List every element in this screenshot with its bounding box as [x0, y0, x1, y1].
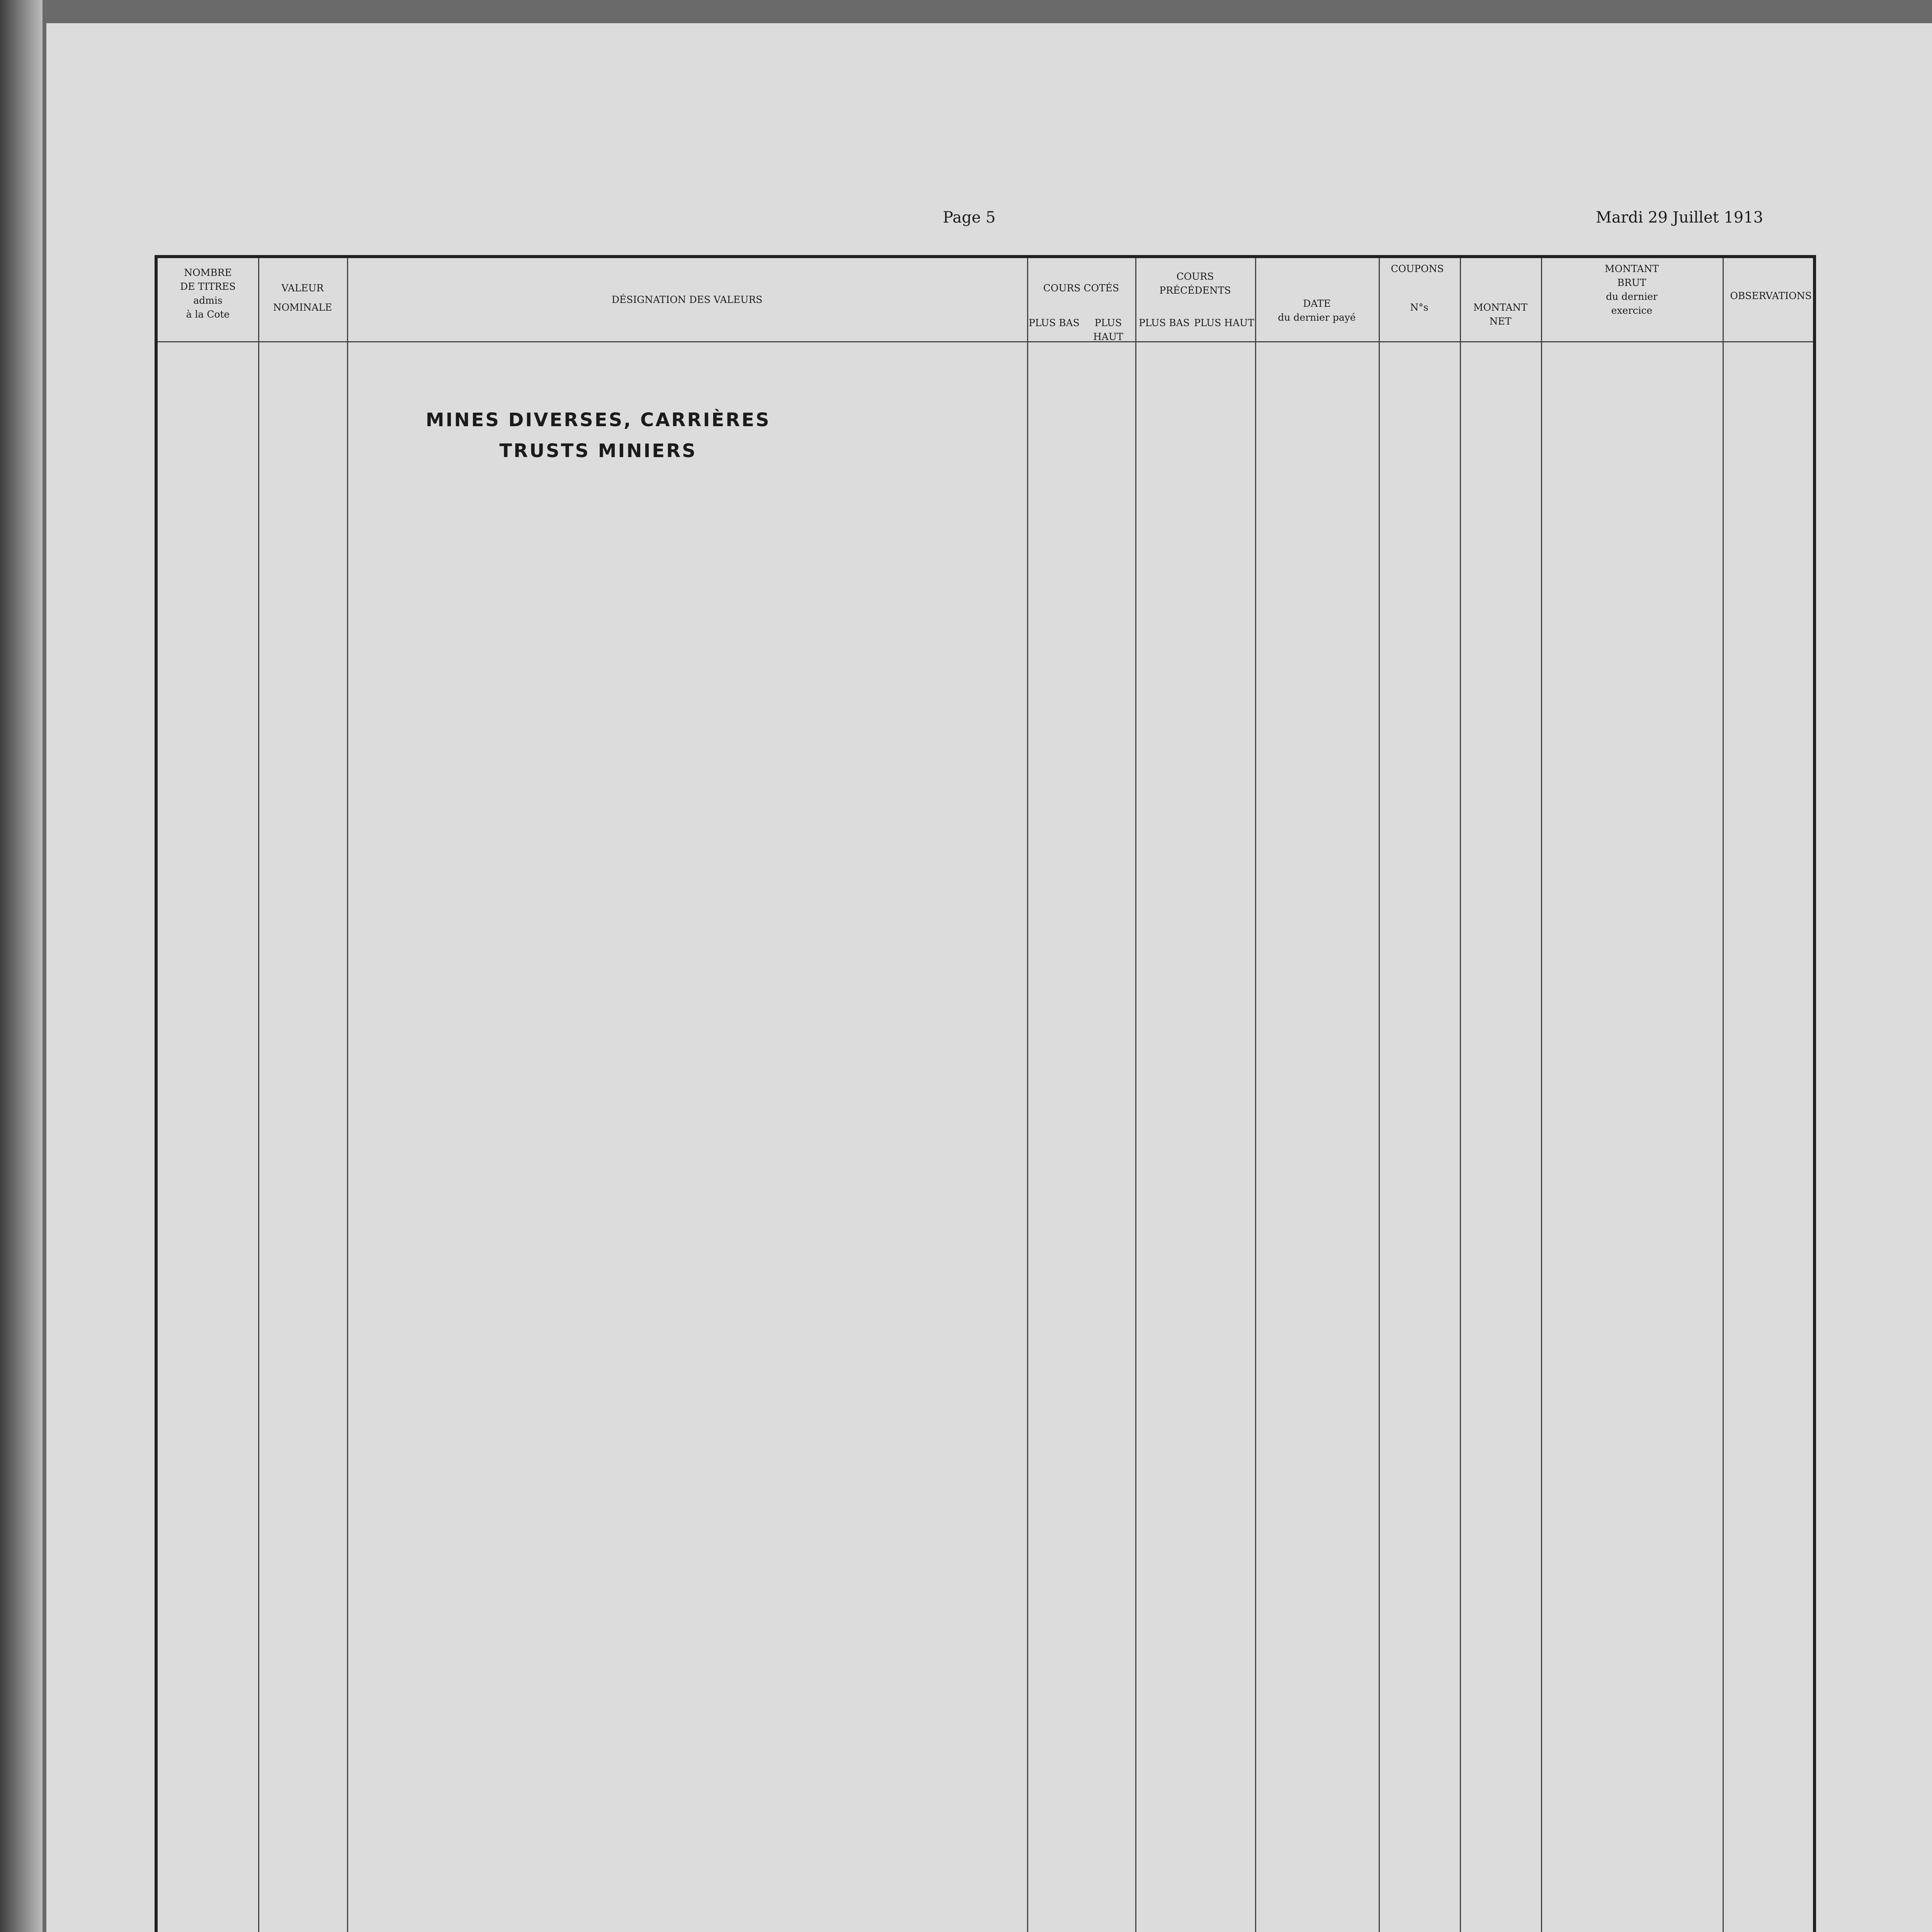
col-header-cours_cotes: COURS COTÉS — [1043, 282, 1119, 294]
col-header-cours_prec: COURS PRÉCÉDENTS — [1159, 271, 1231, 296]
section-title: TRUSTS MINIERS — [499, 440, 697, 462]
col-header-valeur: VALEUR — [281, 282, 324, 294]
column-rule — [1027, 258, 1028, 1932]
col-header-coupons: COUPONS — [1391, 263, 1444, 274]
col-header-pb2: PLUS BAS — [1139, 317, 1190, 328]
column-rule — [1135, 258, 1136, 1932]
col-header-plus_haut: PLUS HAUT — [1093, 317, 1123, 342]
header-rule — [158, 341, 1813, 342]
col-header-ph2: PLUS HAUT — [1194, 317, 1254, 328]
page-number: Page 5 — [943, 209, 996, 226]
column-rule — [1255, 258, 1256, 1932]
column-rule — [1460, 258, 1461, 1932]
column-rule — [258, 258, 259, 1932]
column-rule — [1541, 258, 1542, 1932]
col-header-observations: OBSERVATIONS — [1730, 290, 1812, 301]
col-header-date: DATE du dernier payé — [1278, 298, 1356, 323]
col-header-montant_brut: MONTANT BRUT du dernier exercice — [1605, 263, 1659, 316]
column-rule — [1723, 258, 1724, 1932]
book-spine — [0, 0, 43, 1932]
col-header-nombre: NOMBRE DE TITRES admis à la Cote — [180, 267, 236, 320]
col-header-valeur_sub: NOMINALE — [273, 302, 332, 313]
col-header-plus_bas: PLUS BAS — [1029, 317, 1080, 328]
col-header-num: N°s — [1410, 302, 1429, 313]
section-title: MINES DIVERSES, CARRIÈRES — [425, 409, 771, 431]
col-header-montant: MONTANT NET — [1473, 302, 1527, 327]
issue-date: Mardi 29 Juillet 1913 — [1596, 209, 1764, 226]
quotation-table — [155, 255, 1816, 1932]
col-header-designation: DÉSIGNATION DES VALEURS — [611, 294, 763, 305]
column-rule — [347, 258, 348, 1932]
column-rule — [1379, 258, 1380, 1932]
